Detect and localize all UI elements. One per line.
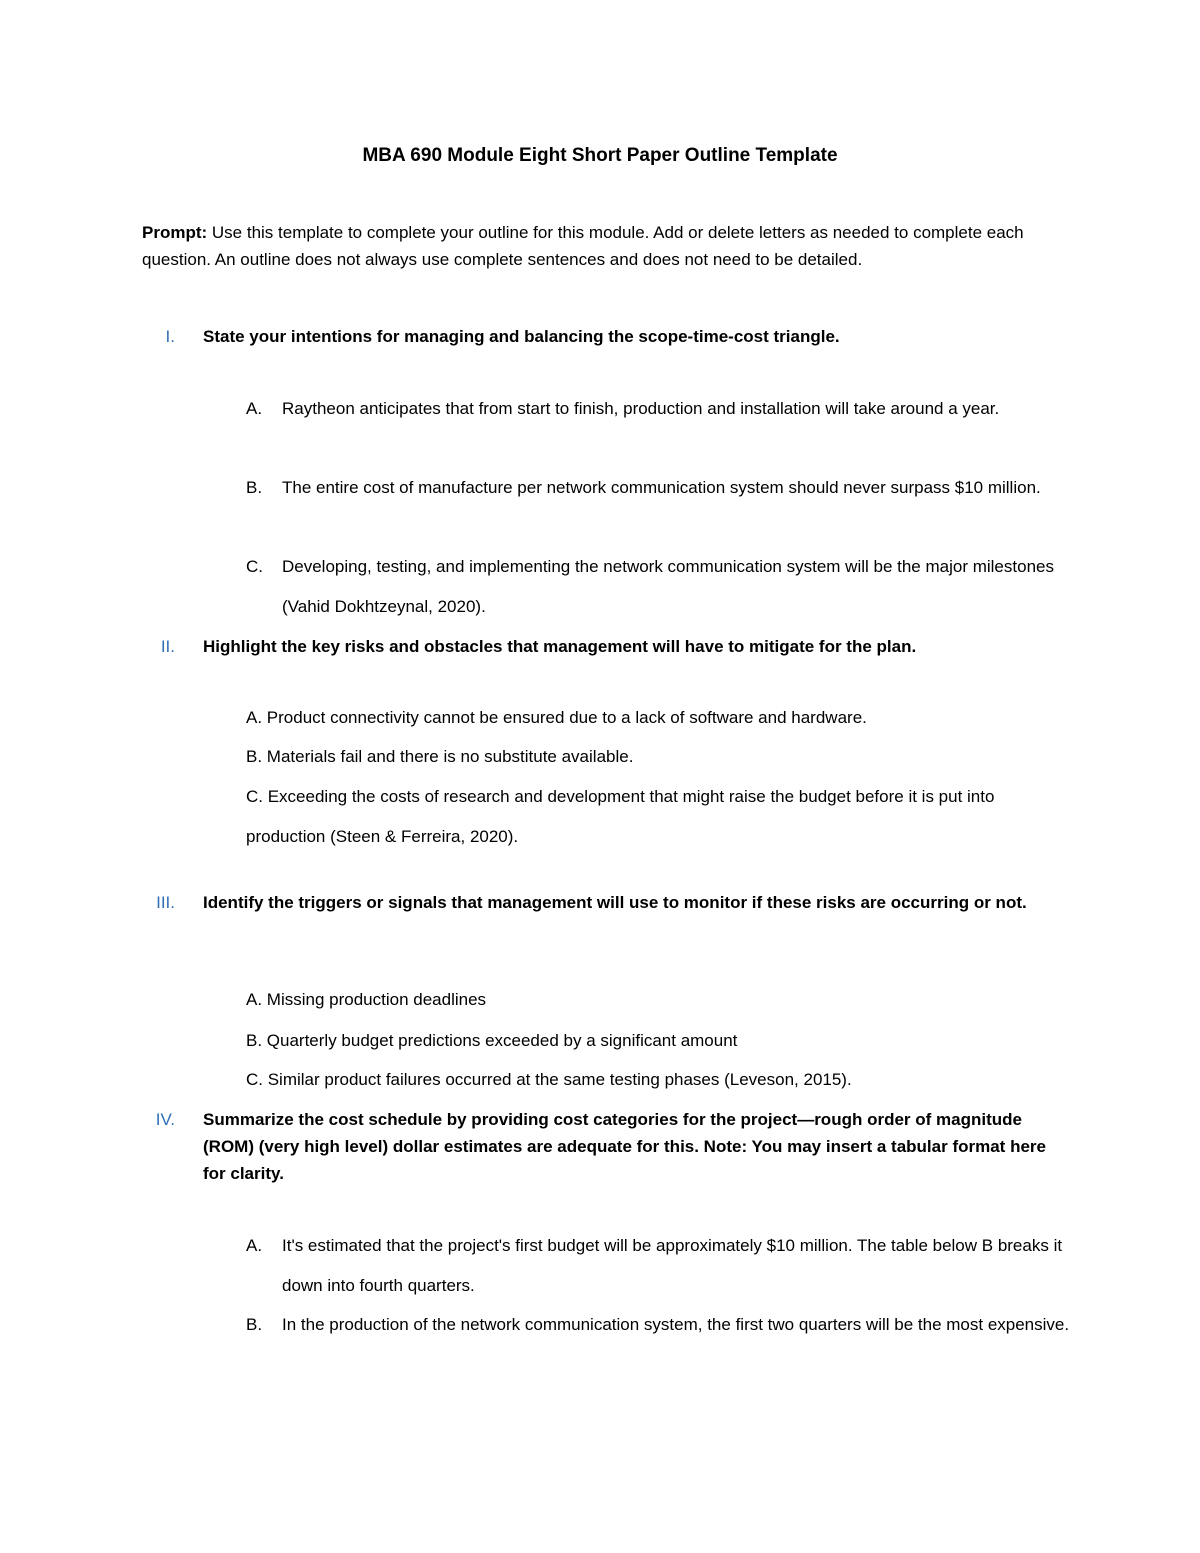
- outline-item: B. Quarterly budget predictions exceeded by a significant amount: [246, 1031, 738, 1050]
- outline-item: A. Missing production deadlines: [246, 990, 487, 1009]
- item-letter: A.: [246, 399, 263, 418]
- item-letter: C.: [246, 557, 263, 576]
- section-heading: Summarize the cost schedule by providing cost categories for the project—rough order of magnitude (ROM) (very high level) dollar estimates are adequate for this. Note: You may insert a tabular format here for clarity.: [203, 1110, 1046, 1183]
- item-letter: B.: [246, 478, 263, 497]
- section-numeral: I.: [165, 327, 175, 346]
- section-heading: State your intentions for managing and balancing the scope-time-cost triangle.: [203, 327, 840, 346]
- section-heading: Highlight the key risks and obstacles that management will have to mitigate for the plan.: [203, 637, 917, 656]
- prompt-paragraph: [142, 219, 1062, 273]
- prompt-text: Use this template to complete your outline for this module. Add or delete letters as needed to complete each question. An outline does not always use complete sentences and does not need to be detailed.: [142, 223, 1024, 269]
- item-text: Developing, testing, and implementing the network communication system will be the major milestones (Vahid Dokhtzeynal, 2020).: [282, 557, 1054, 616]
- outline-item: C. Exceeding the costs of research and development that might raise the budget before it is put into production (Steen & Ferreira, 2020).: [246, 787, 995, 846]
- prompt-label: Prompt:: [142, 223, 208, 242]
- item-text: The entire cost of manufacture per network communication system should never surpass $10 million.: [282, 478, 1041, 497]
- item-text: In the production of the network communication system, the first two quarters will be the most expensive.: [282, 1315, 1070, 1334]
- item-text: Raytheon anticipates that from start to finish, production and installation will take around a year.: [282, 399, 1000, 418]
- section-numeral: III.: [156, 893, 175, 912]
- item-letter: B.: [246, 1315, 263, 1334]
- section-heading: Identify the triggers or signals that management will use to monitor if these risks are occurring or not.: [203, 893, 1027, 912]
- document-title: MBA 690 Module Eight Short Paper Outline Template: [362, 145, 838, 166]
- item-letter: A.: [246, 1236, 263, 1255]
- section-numeral: IV.: [155, 1110, 175, 1129]
- item-text: It's estimated that the project's first budget will be approximately $10 million. The table below B breaks it down into fourth quarters.: [282, 1236, 1063, 1295]
- outline-item: A. Product connectivity cannot be ensured due to a lack of software and hardware.: [246, 708, 867, 727]
- section-numeral: II.: [160, 637, 175, 656]
- outline-item: B. Materials fail and there is no substitute available.: [246, 747, 634, 766]
- outline-item: C. Similar product failures occurred at the same testing phases (Leveson, 2015).: [246, 1070, 852, 1089]
